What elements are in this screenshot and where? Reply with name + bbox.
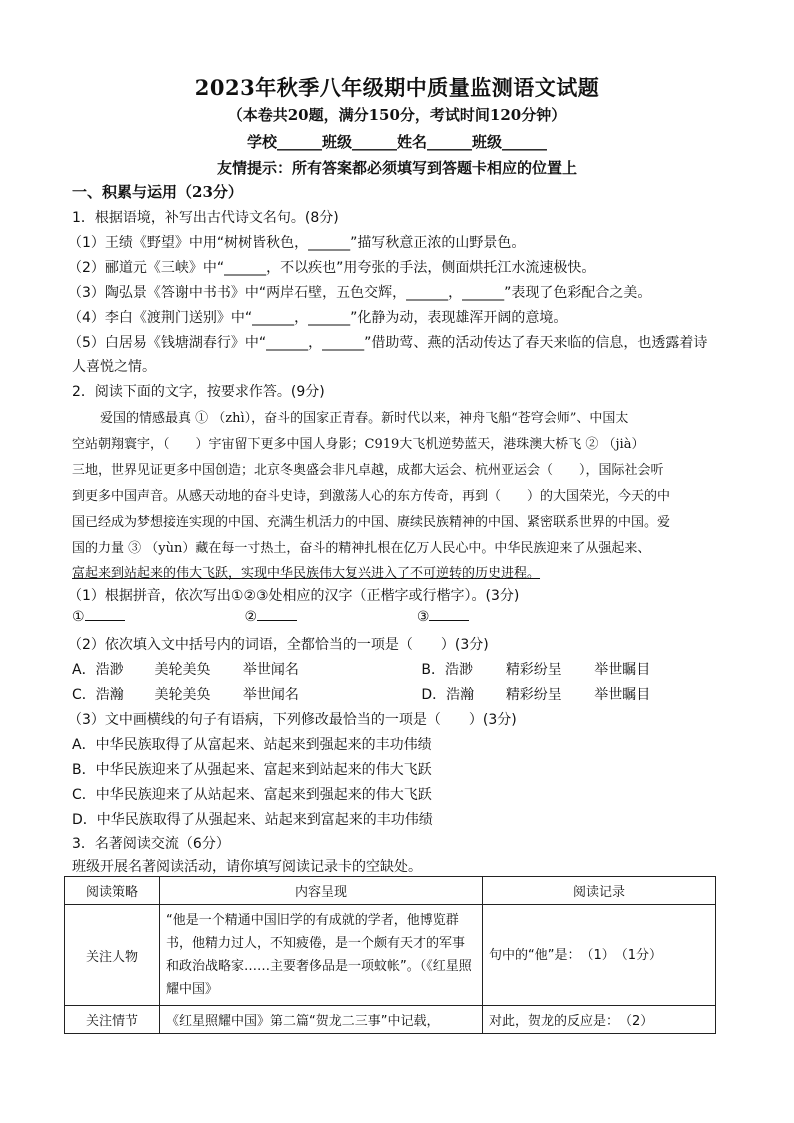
reading-record-table: [64, 876, 716, 1034]
passage-line: 三地，世界见证更多中国创造；北京冬奥盛会非凡卓越，成都大运会、杭州亚运会（ ），国际社会听: [72, 463, 664, 478]
exam-subtitle: （本卷共20题，满分150分，考试时间120分钟）: [227, 106, 567, 124]
answer-blank[interactable]: [429, 620, 469, 621]
option-text: B．浩渺: [421, 662, 473, 678]
content-cell: “他是一个精通中国旧学的有成就的学者，他博览群书，他精力过人，不知疲倦，是一个颇有天才的军事和政治战略家……主要奢侈品是一项蚊帐”。（《红星照耀中国》: [160, 905, 483, 1006]
q2-sub2-options-row: [72, 659, 650, 679]
option-text: 美轮美奂: [154, 687, 211, 703]
table-header-row: [65, 877, 716, 905]
passage-line: 爱国的情感最真 ① （zhì），奋斗的国家正青春。新时代以来，神舟飞船“苍穹会师”、中国太: [100, 411, 629, 426]
q1-item: 人喜悦之情。: [72, 359, 156, 375]
option-text: D．浩瀚: [421, 687, 475, 703]
q1-item: （2）郦道元《三峡》中“______，不以疾也”用夸张的手法，侧面烘托江水流速极快。: [68, 260, 596, 276]
q3-stem: 3．名著阅读交流（6分）: [72, 836, 230, 852]
passage-line-underlined: 富起来到站起来的伟大飞跃，实现中华民族伟大复兴进入了不可逆转的历史进程。: [72, 566, 541, 581]
blank-label: ③: [416, 609, 430, 625]
student-info-line: 学校______班级______姓名______班级______: [246, 133, 547, 151]
option-text: 精彩纷呈: [505, 687, 562, 703]
q2-sub3-option: B．中华民族迎来了从强起来、富起来到站起来的伟大飞跃: [72, 762, 432, 778]
q2-stem: 2．阅读下面的文字，按要求作答。(9分): [72, 384, 325, 400]
record-cell[interactable]: 句中的“他”是： （1） （1分）: [483, 905, 716, 1006]
option-text: 美轮美奂: [154, 662, 211, 678]
q2-sub2: （2）依次填入文中括号内的词语，全都恰当的一项是（ ）(3分): [68, 637, 489, 653]
passage-line: 空站朝翔寰宇，（ ）宇宙留下更多中国人身影；C919大飞机逆势蓝天，港珠澳大桥飞 ② （jià）: [72, 437, 645, 452]
q2-sub2-options-row: [72, 684, 650, 704]
q2-sub1: （1）根据拼音，依次写出①②③处相应的汉字（正楷字或行楷字）。(3分): [68, 588, 520, 604]
passage-line: 到更多中国声音。从感天动地的奋斗史诗，到激荡人心的东方传奇，再到（ ）的大国荣光，今天的中: [72, 489, 671, 504]
option-text: A．浩渺: [72, 662, 124, 678]
q1-item: （3）陶弘景《答谢中书书》中“两岸石壁，五色交辉，______，______”表现了色彩配合之美。: [68, 285, 652, 301]
blank-label: ②: [244, 609, 258, 625]
option-text: 举世瞩目: [594, 662, 651, 678]
q2-sub3: （3）文中画横线的句子有语病，下列修改最恰当的一项是（ ）(3分): [68, 712, 517, 728]
q2-sub3-option: D．中华民族取得了从强起来、站起来到富起来的丰功伟绩: [72, 812, 433, 828]
q3-intro: 班级开展名著阅读活动，请你填写阅读记录卡的空缺处。: [72, 859, 422, 875]
table-row: [65, 905, 716, 1006]
strategy-cell: 关注情节: [65, 1006, 160, 1034]
option-text: 举世闻名: [242, 662, 299, 678]
strategy-cell: 关注人物: [65, 905, 160, 1006]
blank-label: ①: [72, 609, 85, 625]
exam-title: 2023年秋季八年级期中质量监测语文试题: [194, 75, 600, 100]
answer-blank[interactable]: [257, 620, 297, 621]
option-text: C．浩瀚: [72, 687, 124, 703]
record-cell[interactable]: 对此，贺龙的反应是： （2）: [483, 1006, 716, 1034]
option-text: 举世瞩目: [594, 687, 651, 703]
table-row: [65, 1006, 716, 1034]
q1-stem: 1．根据语境，补写出古代诗文名句。(8分): [72, 210, 339, 226]
q2-sub3-option: C．中华民族迎来了从站起来、富起来到强起来的伟大飞跃: [72, 787, 432, 803]
section-heading: 一、积累与运用（23分）: [72, 183, 243, 201]
passage-line: 国已经成为梦想接连实现的中国、充满生机活力的中国、赓续民族精神的中国、紧密联系世界的中国。爱: [72, 515, 671, 530]
passage-line: 国的力量 ③ （yùn）藏在每一寸热土，奋斗的精神扎根在亿万人民心中。中华民族迎来了从强起来、: [72, 541, 651, 556]
option-text: 举世闻名: [242, 687, 299, 703]
q1-item: （1）王绩《野望》中用“树树皆秋色，______”描写秋意正浓的山野景色。: [68, 235, 526, 251]
q1-item: （5）白居易《钱塘湖春行》中“______，______”借助莺、燕的活动传达了春天来临的信息，也透露着诗: [68, 335, 708, 351]
table-header-cell: 阅读策略: [65, 877, 160, 905]
content-cell: 《红星照耀中国》第二篇“贺龙二三事”中记载，: [160, 1006, 483, 1034]
q2-sub3-option: A．中华民族取得了从富起来、站起来到强起来的丰功伟绩: [72, 737, 432, 753]
q1-item: （4）李白《渡荆门送别》中“______，______”化静为动，表现雄浑开阔的意境。: [68, 310, 568, 326]
answer-blank[interactable]: [85, 620, 125, 621]
q2-sub1-blanks: [72, 609, 469, 625]
option-text: 精彩纷呈: [505, 662, 562, 678]
table-header-cell: 内容呈现: [160, 877, 483, 905]
table-header-cell: 阅读记录: [483, 877, 716, 905]
notice-line: 友情提示：所有答案都必须填写到答题卡相应的位置上: [216, 159, 577, 177]
